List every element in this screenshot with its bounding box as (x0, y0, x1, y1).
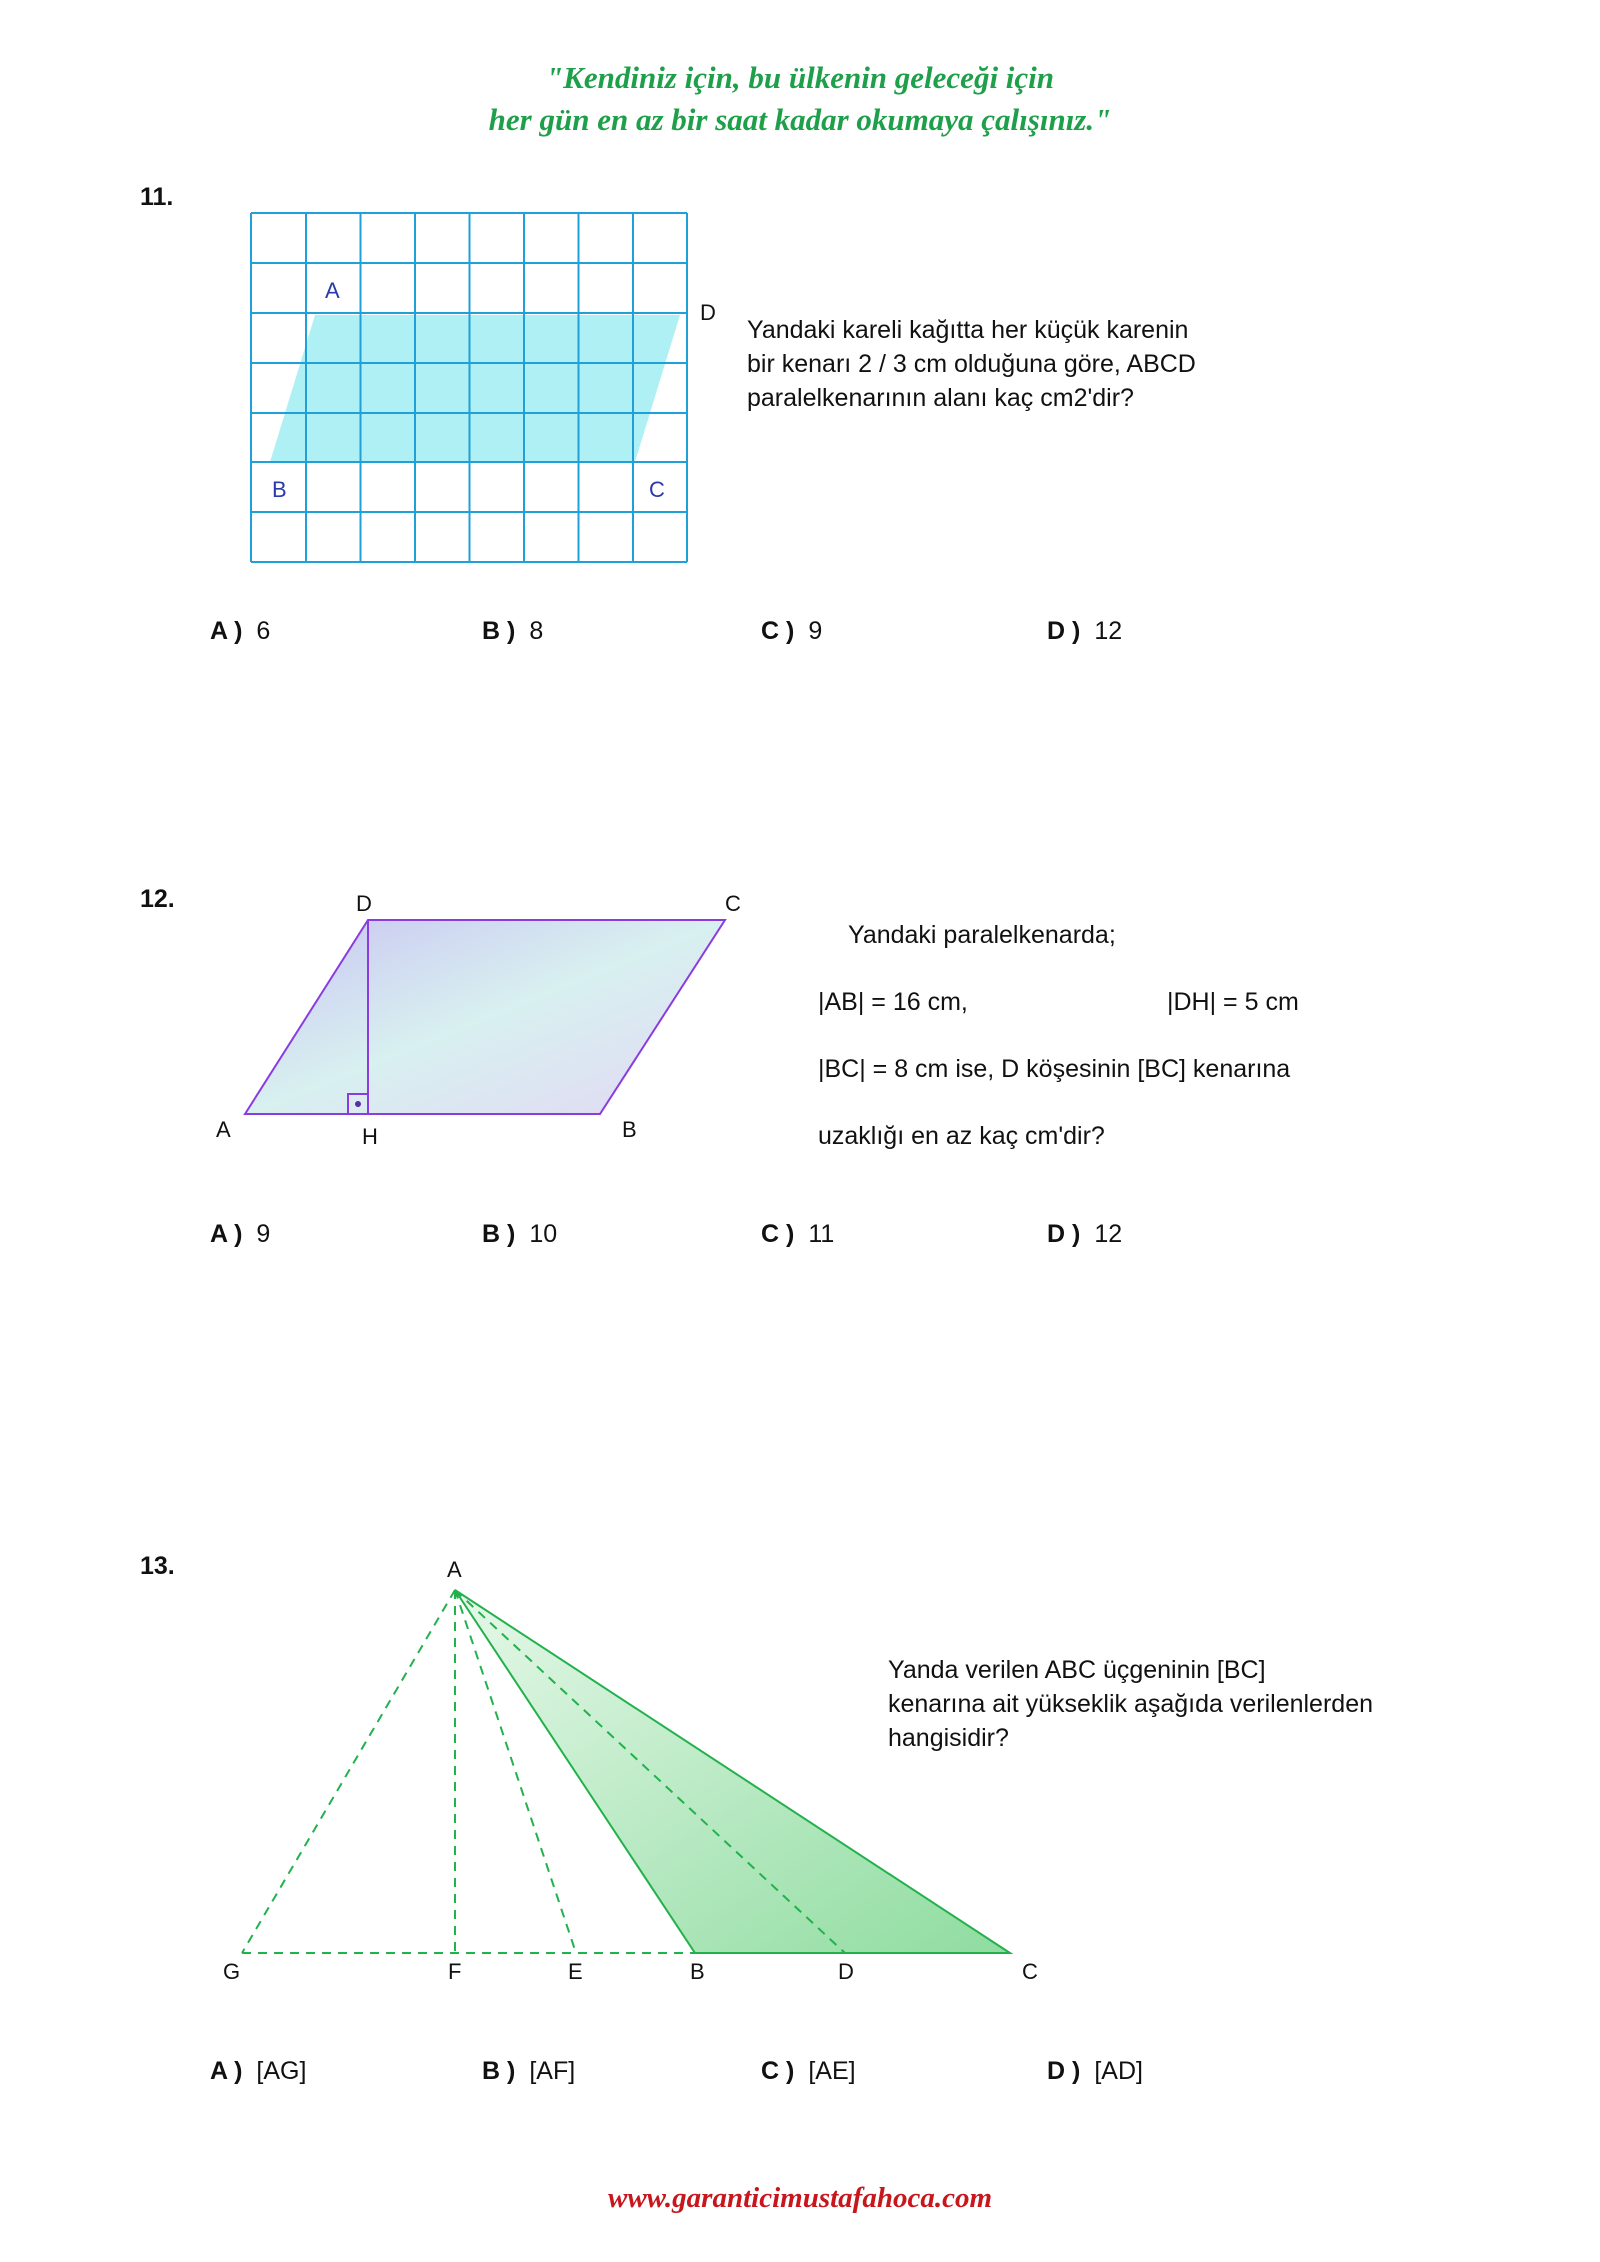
parallelogram-abcd (270, 315, 680, 462)
point-a-label: A (447, 1557, 462, 1582)
point-c-label: C (1022, 1959, 1038, 1984)
q12-choice-b[interactable] (482, 1220, 557, 1249)
choice-value: [AD] (1094, 2057, 1143, 2085)
question-12-line-4: uzaklığı en az kaç cm'dir? (818, 1122, 1105, 1150)
point-b-label: B (272, 477, 287, 502)
question-13-number: 13. (140, 1552, 175, 1580)
point-a-label: A (325, 278, 340, 303)
choice-letter: B ) (482, 1220, 516, 1248)
question-13-triangle-figure (200, 1545, 1060, 1995)
choice-value: 10 (529, 1220, 558, 1248)
q12-choice-d[interactable] (1047, 1220, 1122, 1249)
q12-choice-c[interactable] (761, 1220, 834, 1249)
q11-choice-a[interactable] (210, 617, 270, 646)
q11-choice-d[interactable] (1047, 617, 1122, 646)
point-h-label: H (362, 1124, 378, 1149)
point-e-label: E (568, 1959, 583, 1984)
choice-letter: B ) (482, 617, 516, 645)
choice-value: 9 (256, 1220, 271, 1248)
question-11-number: 11. (140, 183, 174, 211)
choice-letter: D ) (1047, 1220, 1081, 1248)
point-d-label: D (700, 300, 716, 325)
triangle-abc (455, 1590, 1010, 1953)
choice-value: 12 (1094, 1220, 1123, 1248)
quote-line-2: her gün en az bir saat kadar okumaya çalışınız." (488, 102, 1112, 137)
choice-value: 9 (808, 617, 823, 645)
choice-letter: A ) (210, 1220, 243, 1248)
choice-value: 8 (529, 617, 544, 645)
choice-letter: D ) (1047, 617, 1081, 645)
point-b-label: B (690, 1959, 705, 1984)
q13-choice-b[interactable] (482, 2057, 575, 2086)
point-d-label: D (838, 1959, 854, 1984)
choice-value: [AF] (529, 2057, 576, 2085)
point-d-label: D (356, 891, 372, 916)
q11-choice-b[interactable] (482, 617, 543, 646)
choice-value: 12 (1094, 617, 1123, 645)
choice-letter: C ) (761, 1220, 795, 1248)
q13-choice-a[interactable] (210, 2057, 306, 2086)
q13-choice-d[interactable] (1047, 2057, 1143, 2086)
question-13-text: Yanda verilen ABC üçgeninin [BC] kenarına ait yükseklik aşağıda verilenlerden hangisidir? (888, 1656, 1373, 1752)
choice-value: 6 (256, 617, 271, 645)
point-a-label: A (216, 1117, 231, 1142)
right-angle-dot (355, 1101, 361, 1107)
q12-choice-a[interactable] (210, 1220, 270, 1249)
point-c-label: C (649, 477, 665, 502)
point-c-label: C (725, 891, 741, 916)
question-12-given-dh: |DH| = 5 cm (1167, 988, 1299, 1016)
choice-value: 11 (808, 1220, 835, 1248)
choice-letter: A ) (210, 617, 243, 645)
choice-letter: C ) (761, 617, 795, 645)
question-12-intro: Yandaki paralelkenarda; (848, 921, 1116, 949)
point-b-label: B (622, 1117, 637, 1142)
question-12-number: 12. (140, 885, 175, 913)
question-12-line-3: |BC| = 8 cm ise, D köşesinin [BC] kenarına (818, 1055, 1291, 1083)
quote-line-1: "Kendiniz için, bu ülkenin geleceği için (545, 60, 1055, 95)
choice-letter: C ) (761, 2057, 795, 2085)
question-11-grid-figure (240, 205, 720, 580)
footer-website-link[interactable]: www.garanticimustafahoca.com (607, 2182, 993, 2214)
q11-choice-c[interactable] (761, 617, 822, 646)
choice-value: [AG] (256, 2057, 307, 2085)
question-12-given-ab: |AB| = 16 cm, (818, 988, 968, 1016)
choice-value: [AE] (808, 2057, 856, 2085)
question-12-parallelogram-figure (200, 880, 760, 1150)
question-11-text: Yandaki kareli kağıtta her küçük karenin bir kenarı 2 / 3 cm olduğuna göre, ABCD paralelkenarının alanı kaç cm2'dir? (747, 316, 1196, 412)
choice-letter: D ) (1047, 2057, 1081, 2085)
parallelogram-abcd (245, 920, 725, 1114)
point-g-label: G (223, 1959, 241, 1984)
choice-letter: A ) (210, 2057, 243, 2085)
point-f-label: F (448, 1959, 462, 1984)
q13-choice-c[interactable] (761, 2057, 856, 2086)
choice-letter: B ) (482, 2057, 516, 2085)
